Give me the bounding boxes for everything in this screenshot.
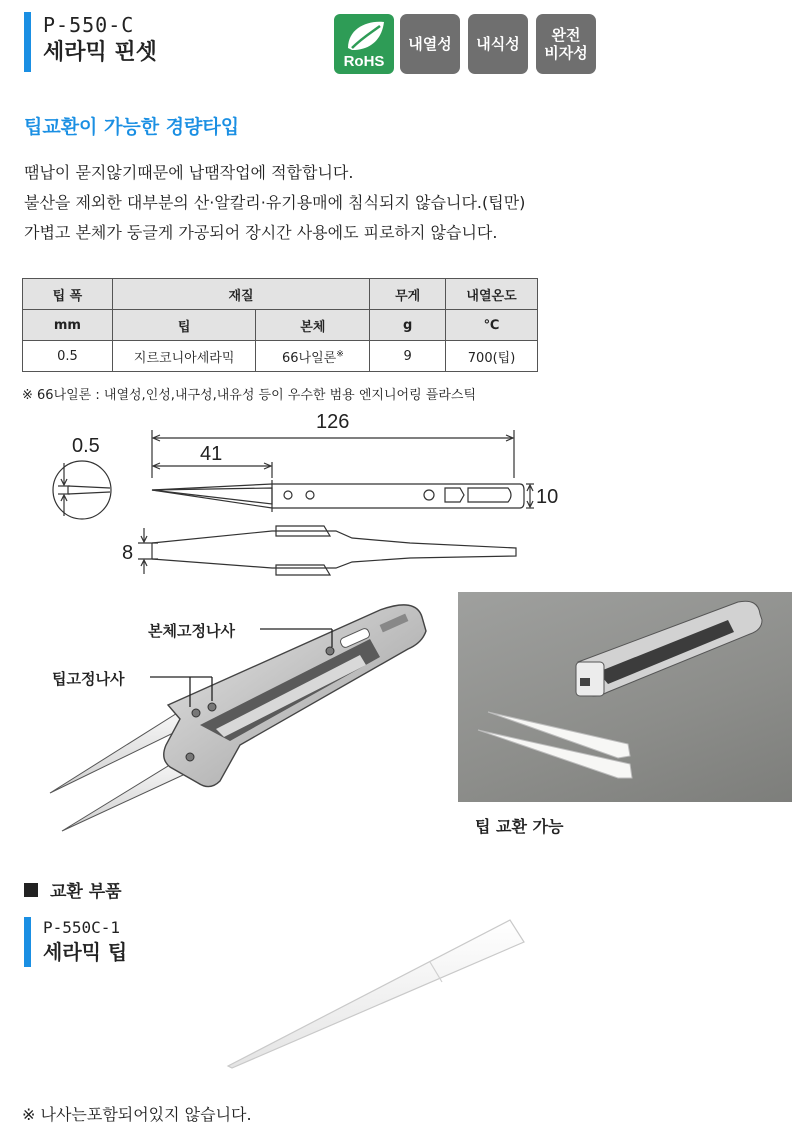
callout-body-screw: 본체고정나사 — [148, 622, 235, 640]
ceramic-tip-image — [220, 916, 540, 1076]
header-weight: 무게 — [370, 279, 446, 310]
callout-tip-screw: 팁고정나사 — [52, 670, 125, 688]
header-tip: 팁 — [112, 310, 256, 341]
cell-heat: 700(팁) — [446, 341, 538, 372]
badge-corrosion-resistant: 내식성 — [468, 14, 528, 74]
tip-detail-circle — [53, 461, 111, 519]
rohs-label: RoHS — [343, 53, 385, 70]
cell-tip-material: 지르코니아세라믹 — [112, 341, 256, 372]
product-name: 세라믹 핀셋 — [43, 40, 157, 65]
badge-non-magnetic: 완전 비자성 — [536, 14, 596, 74]
parts-section-heading — [24, 877, 122, 902]
spec-table — [22, 278, 538, 372]
dim-opening: 8 — [122, 542, 134, 564]
description-line: 가볍고 본체가 둥글게 가공되어 장시간 사용에도 피로하지 않습니다. — [24, 223, 498, 242]
square-bullet-icon — [24, 883, 38, 897]
header-tip-width: 팁 폭 — [23, 279, 113, 310]
dimension-drawing — [40, 408, 580, 590]
table-row — [23, 341, 538, 372]
header-body: 본체 — [256, 310, 370, 341]
material-footnote: ※ 66나일론 : 내열성,인성,내구성,내유성 등이 우수한 범용 엔지니어링 플라스틱 — [22, 388, 477, 403]
header-unit-g: g — [370, 310, 446, 341]
part-code: P-550C-1 — [43, 918, 121, 937]
screw-note: ※ 나사는포함되어있지 않습니다. — [22, 1105, 252, 1124]
part-title — [24, 917, 127, 967]
header-heat: 내열온도 — [446, 279, 538, 310]
rohs-badge — [334, 14, 394, 74]
header-unit-c: ℃ — [446, 310, 538, 341]
description-line: 땜납이 묻지않기때문에 납땜작업에 적합합니다. — [24, 163, 354, 182]
product-title — [24, 12, 157, 72]
dim-tip-size: 0.5 — [72, 435, 100, 457]
dim-tip-length: 41 — [200, 443, 223, 465]
parts-section-label: 교환 부품 — [50, 882, 122, 902]
tweezers-photo — [40, 595, 440, 835]
cell-body-value: 66나일론 — [281, 350, 337, 366]
product-code: P-550-C — [43, 13, 135, 37]
part-name: 세라믹 팁 — [43, 940, 128, 964]
dim-length: 126 — [316, 411, 350, 433]
cell-body-material — [256, 341, 370, 372]
photo-caption: 팁 교환 가능 — [475, 817, 564, 836]
subtitle: 팁교환이 가능한 경량타입 — [24, 116, 240, 138]
description-line: 불산을 제외한 대부분의 산·알칼리·유기용매에 침식되지 않습니다.(팁만) — [24, 193, 526, 212]
description — [24, 158, 525, 248]
header-material: 재질 — [112, 279, 369, 310]
cell-tip-width: 0.5 — [23, 341, 113, 372]
tip-exchange-illustration — [458, 592, 792, 802]
tip-exchange-photo — [458, 592, 792, 802]
badge-heat-resistant: 내열성 — [400, 14, 460, 74]
dim-width: 10 — [536, 486, 559, 508]
header-unit-mm: mm — [23, 310, 113, 341]
footnote-mark: ※ — [336, 349, 344, 360]
cell-weight: 9 — [370, 341, 446, 372]
